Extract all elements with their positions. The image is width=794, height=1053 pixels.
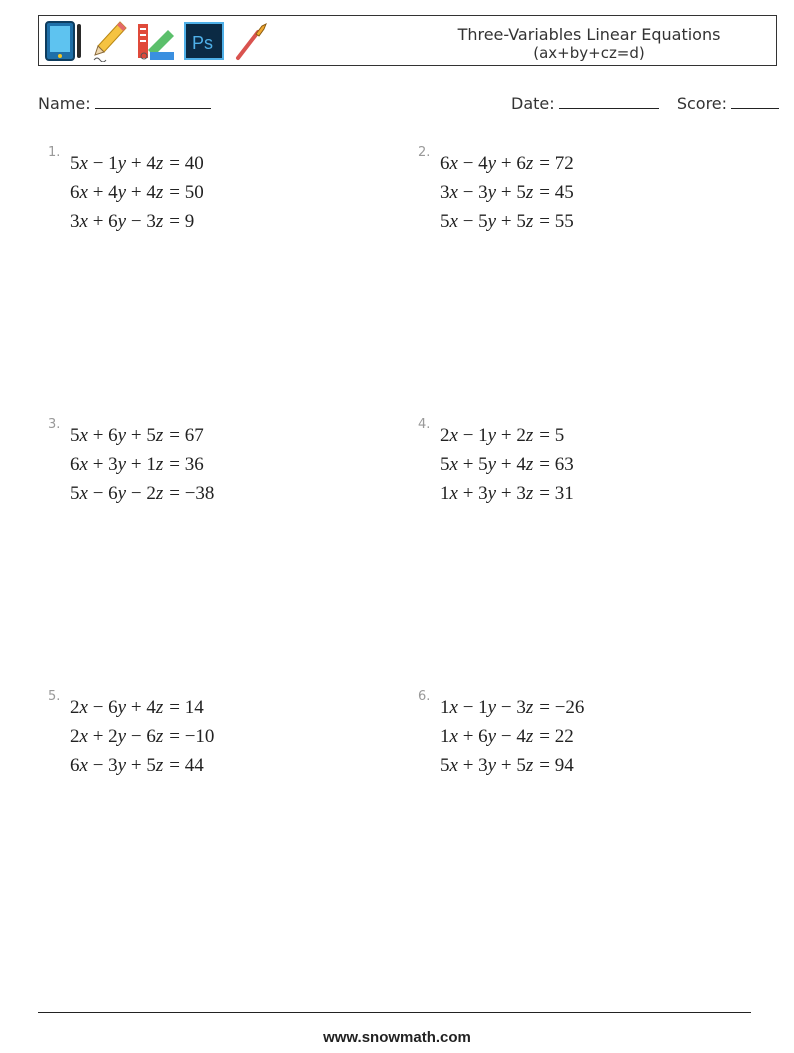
equation-lhs: 5x + 3y + 5z [440, 755, 534, 776]
equation-rhs-value: 5 [554, 425, 565, 446]
name-blank[interactable] [95, 93, 211, 109]
equation-row [70, 149, 230, 178]
equation-system [70, 693, 230, 780]
equation-rhs: = 55 [539, 211, 574, 232]
equation-lhs: 6x + 4y + 4z [70, 182, 164, 203]
svg-text:Ps: Ps [192, 33, 214, 53]
worksheet-title-block [419, 25, 759, 63]
equation-rhs-value: 45 [554, 182, 574, 203]
equation-rhs-value: 55 [554, 211, 574, 232]
equation-system [70, 149, 230, 236]
header-icons [44, 20, 272, 62]
equation-row [440, 421, 600, 450]
date-label: Date: [511, 94, 555, 113]
equation-rhs: = 31 [539, 483, 574, 504]
worksheet-title: Three-Variables Linear Equations [457, 25, 721, 44]
equation-rhs: = 45 [539, 182, 574, 203]
equation-row [440, 450, 600, 479]
equation-system [440, 149, 600, 236]
equation-rhs: = −26 [539, 697, 585, 718]
problem-number: 5. [48, 689, 61, 704]
equation-rhs: = 40 [169, 153, 204, 174]
equation-rhs: = 50 [169, 182, 204, 203]
equation-lhs: 1x + 3y + 3z [440, 483, 534, 504]
equation-rhs-value: 63 [554, 454, 574, 475]
equation-row [70, 450, 230, 479]
equation-lhs: 5x − 1y + 4z [70, 153, 164, 174]
equation-row [70, 421, 230, 450]
score-blank[interactable] [731, 93, 779, 109]
equation-rhs-value: 31 [554, 483, 574, 504]
equation-row [440, 722, 600, 751]
equation-lhs: 5x + 6y + 5z [70, 425, 164, 446]
equation-rhs-value: −10 [184, 726, 215, 747]
equation-lhs: 3x + 6y − 3z [70, 211, 164, 232]
equation-system [440, 421, 600, 508]
equation-lhs: 5x − 6y − 2z [70, 483, 164, 504]
equation-row [440, 207, 600, 236]
equation-row [440, 479, 600, 508]
equation-rhs: = −10 [169, 726, 215, 747]
equation-lhs: 3x − 3y + 5z [440, 182, 534, 203]
equation-rhs-value: −38 [184, 483, 215, 504]
equation-lhs: 2x − 6y + 4z [70, 697, 164, 718]
equation-rhs-value: 14 [184, 697, 204, 718]
equation-row [440, 693, 600, 722]
equation-rhs: = −38 [169, 483, 215, 504]
problem-number: 6. [418, 689, 431, 704]
equation-rhs: = 9 [169, 211, 195, 232]
equation-rhs-value: 44 [184, 755, 204, 776]
equation-row [70, 693, 230, 722]
equation-row [440, 149, 600, 178]
equation-rhs-value: 9 [184, 211, 195, 232]
equation-rhs-value: −26 [554, 697, 585, 718]
equation-rhs-value: 22 [554, 726, 574, 747]
problem-number: 2. [418, 145, 431, 160]
tablet-icon [44, 20, 84, 62]
equation-rhs: = 44 [169, 755, 204, 776]
equation-lhs: 6x + 3y + 1z [70, 454, 164, 475]
equation-rhs: = 22 [539, 726, 574, 747]
pencil-icon [92, 20, 128, 62]
equation-rhs: = 63 [539, 454, 574, 475]
problem-number: 1. [48, 145, 61, 160]
paintbrush-icon [232, 20, 272, 62]
equation-row [440, 178, 600, 207]
equation-row [70, 207, 230, 236]
equation-lhs: 5x + 5y + 4z [440, 454, 534, 475]
equation-system [440, 693, 600, 780]
equation-rhs: = 14 [169, 697, 204, 718]
equation-row [440, 751, 600, 780]
equation-system [70, 421, 230, 508]
equation-rhs: = 67 [169, 425, 204, 446]
footer-divider [38, 1012, 751, 1013]
equation-rhs-value: 50 [184, 182, 204, 203]
worksheet-header [38, 15, 777, 66]
equation-row [70, 178, 230, 207]
problem-number: 3. [48, 417, 61, 432]
equation-rhs-value: 40 [184, 153, 204, 174]
equation-lhs: 2x − 1y + 2z [440, 425, 534, 446]
equation-rhs: = 5 [539, 425, 565, 446]
equation-row [70, 479, 230, 508]
photoshop-icon [184, 20, 224, 62]
equation-rhs-value: 94 [554, 755, 574, 776]
date-blank[interactable] [559, 93, 659, 109]
equation-lhs: 6x − 3y + 5z [70, 755, 164, 776]
equation-rhs: = 36 [169, 454, 204, 475]
problem-number: 4. [418, 417, 431, 432]
date-score-fields [511, 93, 779, 113]
score-label: Score: [676, 94, 728, 113]
equation-rhs: = 72 [539, 153, 574, 174]
equation-lhs: 5x − 5y + 5z [440, 211, 534, 232]
equation-row [70, 722, 230, 751]
equation-lhs: 1x + 6y − 4z [440, 726, 534, 747]
equation-rhs-value: 72 [554, 153, 574, 174]
equation-rhs: = 94 [539, 755, 574, 776]
equation-rhs-value: 36 [184, 454, 204, 475]
name-label: Name: [38, 94, 91, 113]
worksheet-subtitle: (ax+by+cz=d) [533, 44, 645, 62]
equation-lhs: 6x − 4y + 6z [440, 153, 534, 174]
footer-website[interactable]: www.snowmath.com [323, 1029, 471, 1046]
equation-row [70, 751, 230, 780]
name-field[interactable] [38, 93, 211, 113]
ruler-set-icon [136, 20, 176, 62]
equation-lhs: 1x − 1y − 3z [440, 697, 534, 718]
equation-rhs-value: 67 [184, 425, 204, 446]
equation-lhs: 2x + 2y − 6z [70, 726, 164, 747]
